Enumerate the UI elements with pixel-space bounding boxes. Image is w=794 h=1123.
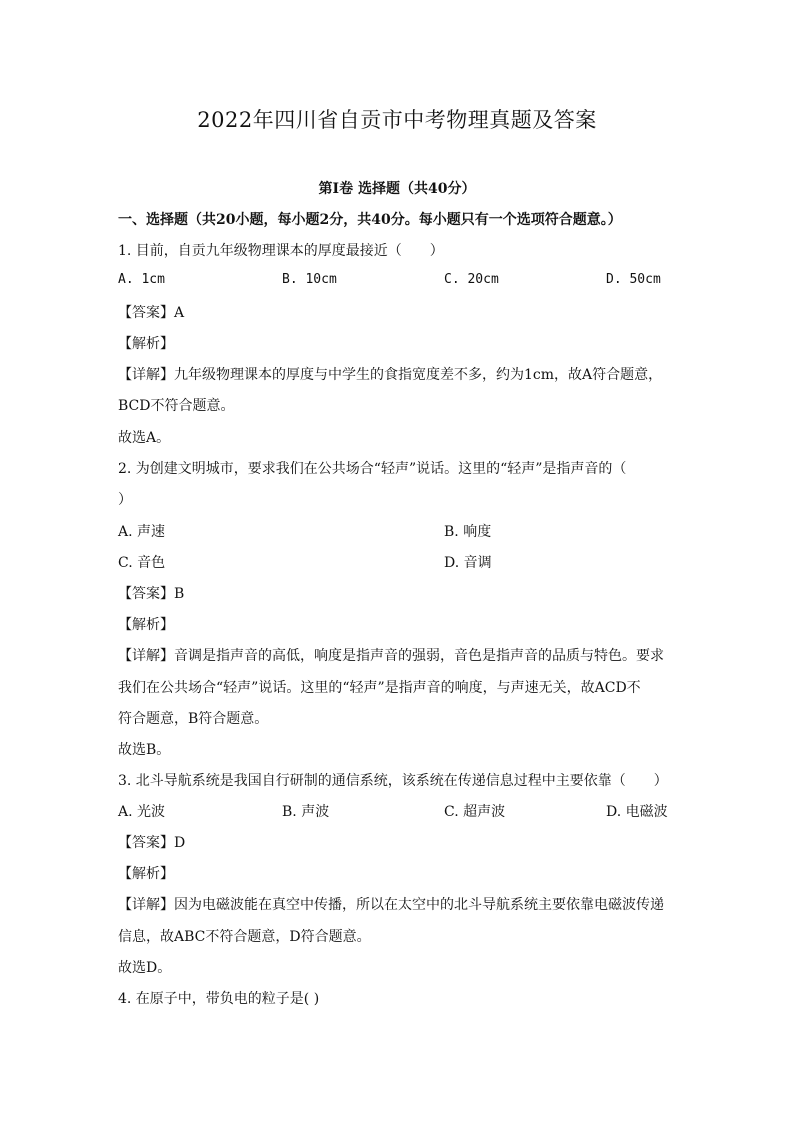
question-2-answer: 【答案】B: [118, 586, 185, 602]
question-2-detail-line-3: 符合题意，B符合题意。: [118, 711, 269, 727]
question-1-option-a: A. 1cm: [118, 272, 165, 287]
detail-tag: 【详解】: [118, 367, 174, 383]
question-1-option-c: C. 20cm: [444, 272, 499, 287]
question-2-option-a: A. 声速: [118, 524, 166, 540]
document-title: 2022年四川省自贡市中考物理真题及答案: [197, 108, 597, 132]
question-1-stem: 1. 目前，自贡九年级物理课本的厚度最接近（ ）: [118, 243, 444, 259]
detail-tag: 【详解】: [118, 897, 174, 913]
question-3-analysis: 【解析】: [118, 866, 174, 882]
question-2-detail-line-1: [118, 645, 664, 665]
question-2-analysis: 【解析】: [118, 617, 174, 633]
question-3-stem: 3. 北斗导航系统是我国自行研制的通信系统，该系统在传递信息过程中主要依靠（ ）: [118, 773, 668, 789]
question-1-choice: 故选A。: [118, 430, 171, 446]
question-3-detail-line-2: 信息，故ABC不符合题意，D符合题意。: [118, 929, 371, 945]
question-4-stem: 4. 在原子中，带负电的粒子是( ): [118, 991, 320, 1007]
part-heading: 第Ⅰ卷 选择题（共40分）: [318, 181, 476, 197]
question-1-answer: 【答案】A: [118, 305, 185, 321]
question-2-option-c: C. 音色: [118, 555, 166, 571]
question-3-option-a: A. 光波: [118, 804, 166, 820]
detail-text: 因为电磁波能在真空中传播，所以在太空中的北斗导航系统主要依靠电磁波传递: [174, 897, 664, 913]
question-2-option-d: D. 音调: [444, 555, 492, 571]
detail-tag: 【详解】: [118, 648, 174, 664]
question-2-detail-line-2: 我们在公共场合“轻声”说话。这里的“轻声”是指声音的响度，与声速无关，故ACD不: [118, 680, 641, 696]
section-heading: 一、选择题（共20小题，每小题2分，共40分。每小题只有一个选项符合题意。）: [118, 212, 622, 228]
detail-text: 音调是指声音的高低，响度是指声音的强弱，音色是指声音的品质与特色。要求: [174, 648, 664, 664]
question-1-option-d: D. 50cm: [606, 272, 661, 287]
question-2-choice: 故选B。: [118, 742, 171, 758]
question-1-option-b: B. 10cm: [282, 272, 337, 287]
question-1-analysis: 【解析】: [118, 336, 174, 352]
question-2-stem-line-1: 2. 为创建文明城市，要求我们在公共场合“轻声”说话。这里的“轻声”是指声音的（: [118, 461, 627, 477]
question-3-option-d: D. 电磁波: [606, 804, 668, 820]
question-2-stem-line-2: ）: [118, 492, 132, 508]
question-3-option-b: B. 声波: [282, 804, 330, 820]
question-3-answer: 【答案】D: [118, 835, 186, 851]
question-3-choice: 故选D。: [118, 960, 172, 976]
question-1-detail-line-1: [118, 364, 662, 384]
question-1-detail-line-2: BCD不符合题意。: [118, 398, 235, 414]
detail-text: 九年级物理课本的厚度与中学生的食指宽度差不多，约为1cm，故A符合题意，: [174, 367, 663, 383]
question-3-detail-line-1: [118, 894, 664, 914]
question-3-option-c: C. 超声波: [444, 804, 506, 820]
question-2-option-b: B. 响度: [444, 524, 492, 540]
